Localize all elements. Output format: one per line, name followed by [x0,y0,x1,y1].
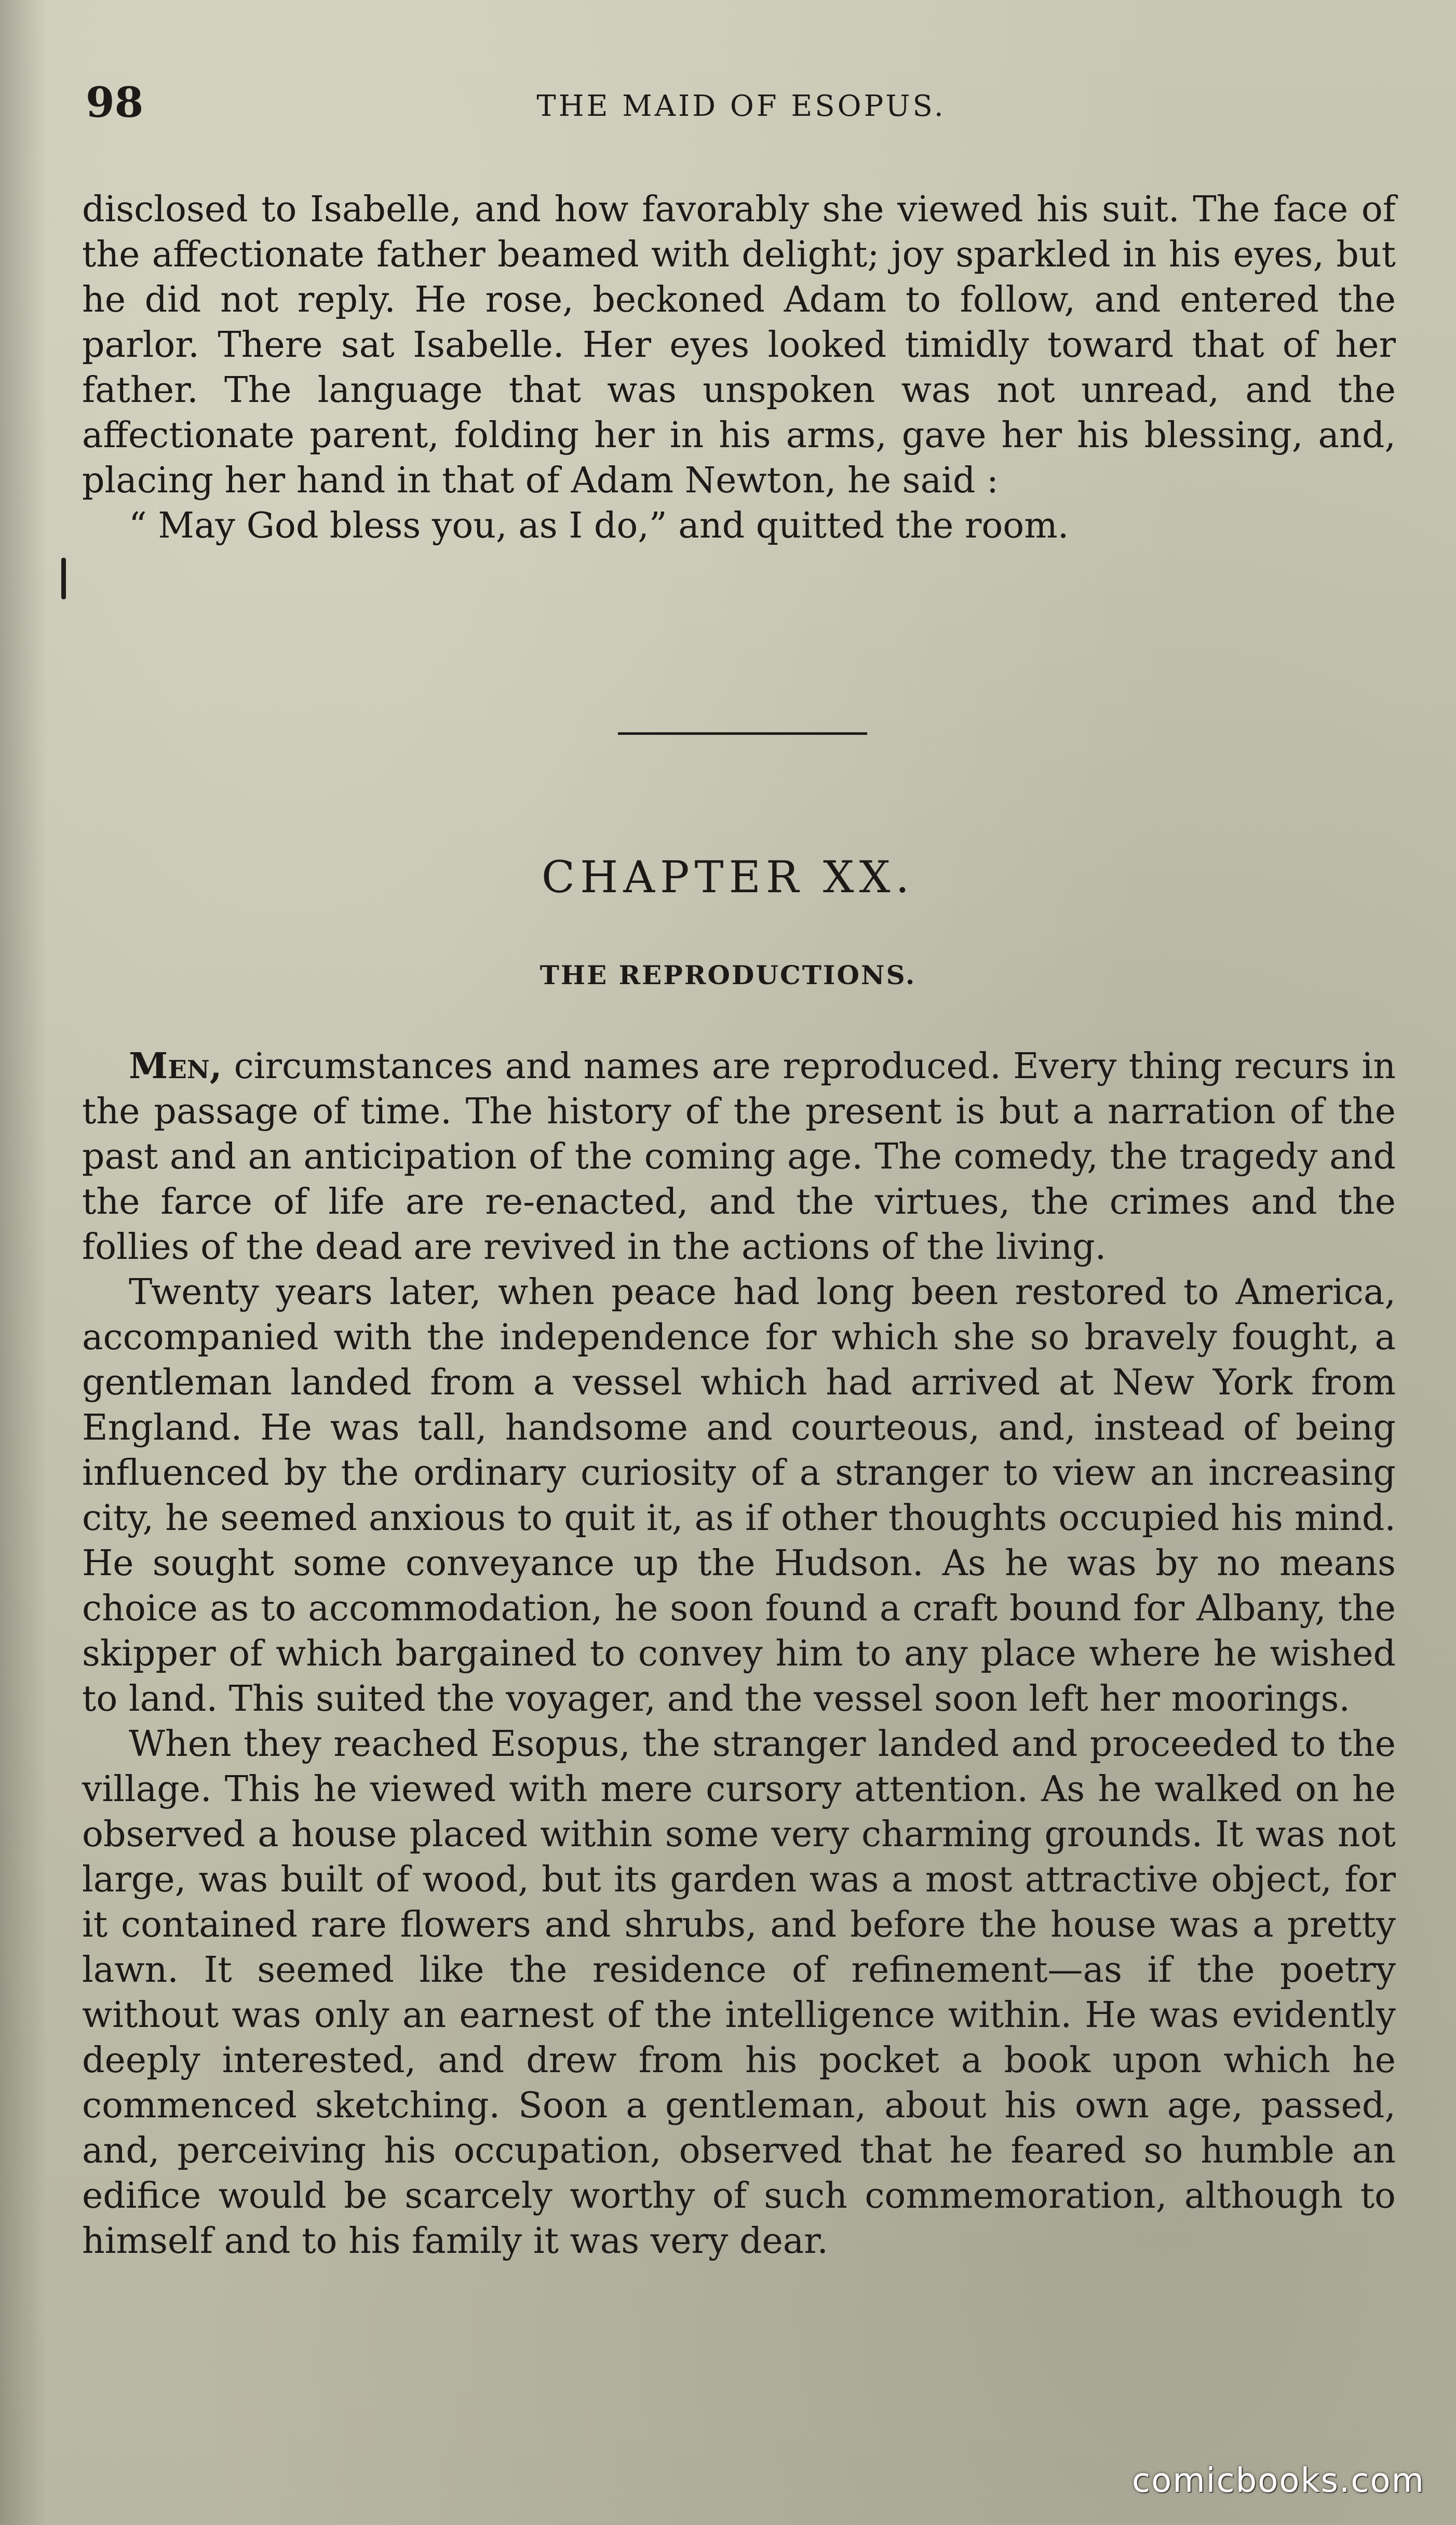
watermark: comicbooks.com [1131,2462,1425,2500]
running-head: THE MAID OF ESOPUS. [536,89,946,123]
chapter-text [82,1044,1396,2264]
paragraph-reproductions [82,1044,1396,1270]
paragraph-blessing: “ May God bless you, as I do,” and quitted the room. [129,505,1069,546]
chapter-title: CHAPTER XX. [541,852,915,903]
spine-shadow [0,0,47,2525]
section-divider [618,732,867,735]
page-header [86,78,1397,135]
paragraph-gentleman-arrives: Twenty years later, when peace had long been restored to America, accompanied with the independence for which she so bravely fought, a gentleman landed from a vessel which had arrived at New York from England. He was tall, handsome and courteous, and, instead of being influenced by the ordinary curiosity of a stranger to view an increasing city, he seemed anxious to quit it, as if other thoughts occupied his mind. He sought some conveyance up the Hudson. As he was by no means choice as to accommodation, he soon found a craft bound for Albany, the skipper of which bargained to convey him to any place where he wished to land. This suited the voyager, and the vessel soon left her moorings. [82,1272,1396,1720]
continued-text [82,187,1396,548]
page-number: 98 [86,78,144,127]
chapter-subtitle: THE REPRODUCTIONS. [540,960,916,990]
paragraph-reproductions-body: circumstances and names are reproduced. Every thing recurs in the passage of time. The history of the present is but a narration of the past and an anticipation of the coming age. The comedy, the tragedy and the farce of life are re-enacted, and the virtues, the crimes and the follies of the dead are revived in the actions of the living. [82,1046,1396,1268]
paragraph-continued: disclosed to Isabelle, and how favorably she viewed his suit. The face of the affectionate father beamed with delight; joy sparkled in his eyes, but he did not reply. He rose, beckoned Adam to follow, and entered the parlor. There sat Isabelle. Her eyes looked timidly toward that of her father. The language that was unspoken was not unread, and the affectionate parent, folding her in his arms, gave her his blessing, and, placing her hand in that of Adam Newton, he said : [82,189,1396,501]
margin-mark-icon [61,558,66,599]
paragraph-esopus: When they reached Esopus, the stranger landed and proceeded to the village. This he viewed with mere cursory attention. As he walked on he observed a house placed within some very charming grounds. It was not large, was built of wood, but its garden was a most attractive object, for it contained rare flowers and shrubs, and before the house was a pretty lawn. It seemed like the residence of refinement—as if the poetry without was only an earnest of the intelligence within. He was evidently deeply interested, and drew from his pocket a book upon which he commenced sketching. Soon a gentleman, about his own age, passed, and, perceiving his occupation, observed that he feared so humble an edifice would be scarcely worthy of such commemoration, although to himself and to his family it was very dear. [82,1724,1396,2262]
drop-lead-word: Men, [129,1045,222,1087]
